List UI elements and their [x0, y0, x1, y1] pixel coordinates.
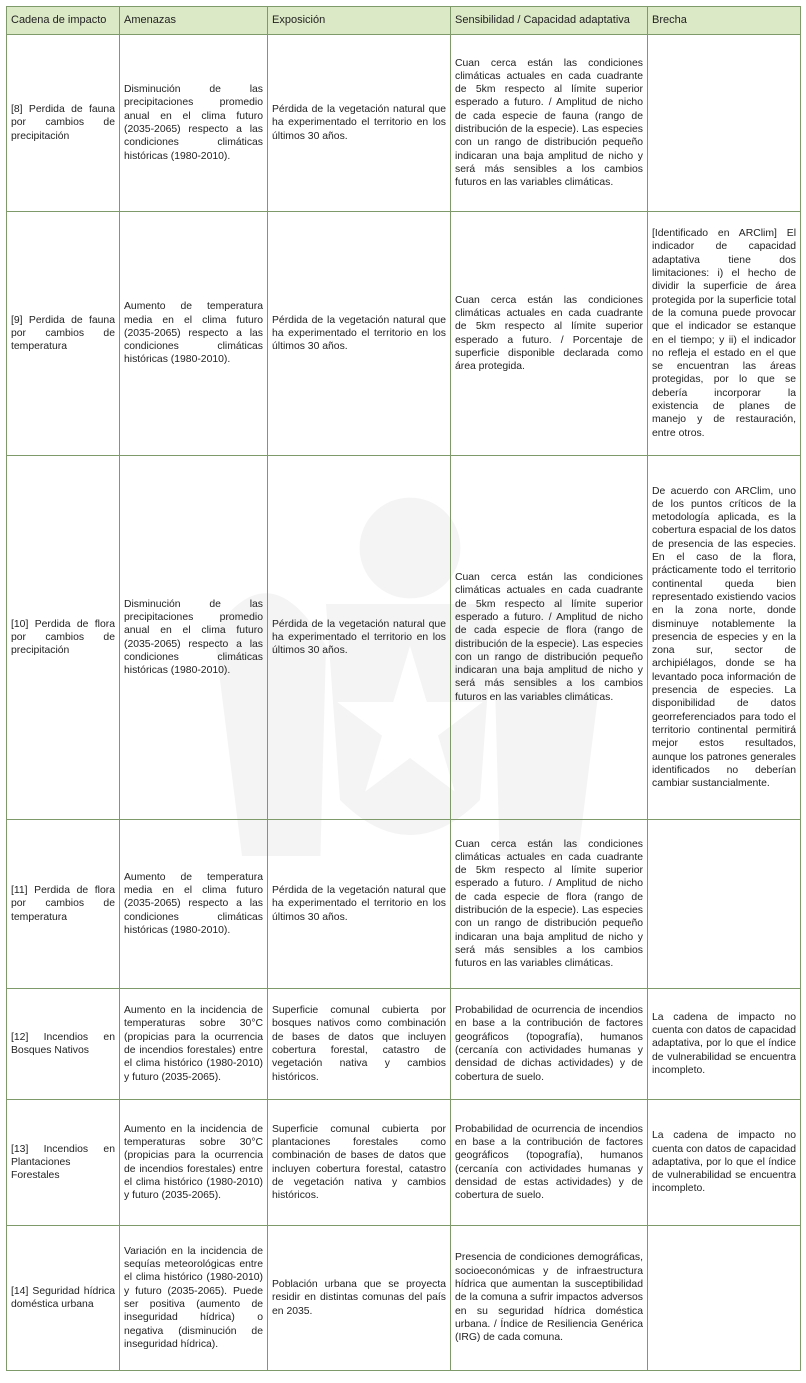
cell-sensibilidad: Probabilidad de ocurrencia de incendios en base a la contribución de factores geográficos (topografía), humanos (cercanía con actividades humanas y densidad de dichas actividades) y de cobertura de suelo.	[451, 989, 648, 1100]
table-row	[7, 1100, 801, 1226]
cell-amenazas: Aumento en la incidencia de temperaturas sobre 30°C (propicias para la ocurrencia de incendios forestales) entre el clima histórico (1980-2010) y futuro (2035-2065).	[120, 1100, 268, 1226]
cell-exposicion: Superficie comunal cubierta por plantaciones forestales como combinación de bases de datos que incluyen cobertura forestal, catastro de vegetación nativa y cambios históricos.	[268, 1100, 451, 1226]
table-row	[7, 820, 801, 989]
cell-exposicion: Población urbana que se proyecta residir en distintas comunas del país en 2035.	[268, 1226, 451, 1371]
cell-cadena: [12] Incendios en Bosques Nativos	[7, 989, 120, 1100]
header-exposicion: Exposición	[268, 7, 451, 35]
cell-amenazas: Variación en la incidencia de sequías meteorológicas entre el clima histórico (1980-2010) y futuro (2035-2065). Puede ser positiva (aumento de inseguridad hídrica) o negativa (disminución de inseguridad hídrica).	[120, 1226, 268, 1371]
cell-brecha: De acuerdo con ARClim, uno de los puntos críticos de la metodología aplicada, es la cobertura espacial de los datos de presencia de las especies. En el caso de la flora, prácticamente todo el territorio continental queda bien representado existiendo vacios en la zona norte, donde disminuye notablemente la presencia de especies y en la zona sur, sector de archipiélagos, donde se ha levantado poca información de presencia de especies. La disponibilidad de datos georreferenciados para todo el territorio continental permitirá mejor estos resultados, aunque los patrones generales identificados no deberían cambiar sustancialmente.	[648, 456, 801, 820]
table-row	[7, 212, 801, 456]
cell-amenazas: Disminución de las precipitaciones promedio anual en el clima futuro (2035-2065) respecto a las condiciones climáticas históricas (1980-2010).	[120, 35, 268, 212]
header-amenazas: Amenazas	[120, 7, 268, 35]
cell-sensibilidad: Cuan cerca están las condiciones climáticas actuales en cada cuadrante de 5km respecto al límite superior esperado a futuro. / Porcentaje de superficie disponible declarada como área protegida.	[451, 212, 648, 456]
table-row	[7, 456, 801, 820]
cell-cadena: [11] Perdida de flora por cambios de temperatura	[7, 820, 120, 989]
cell-cadena: [9] Perdida de fauna por cambios de temperatura	[7, 212, 120, 456]
cell-amenazas: Aumento de temperatura media en el clima futuro (2035-2065) respecto a las condiciones climáticas históricas (1980-2010).	[120, 820, 268, 989]
cell-amenazas: Aumento en la incidencia de temperaturas sobre 30°C (propicias para la ocurrencia de incendios forestales) entre el clima histórico (1980-2010) y futuro (2035-2065).	[120, 989, 268, 1100]
table-header-row	[7, 7, 801, 35]
cell-cadena: [8] Perdida de fauna por cambios de precipitación	[7, 35, 120, 212]
header-cadena: Cadena de impacto	[7, 7, 120, 35]
table-row	[7, 1226, 801, 1371]
header-brecha: Brecha	[648, 7, 801, 35]
impact-chain-table	[6, 6, 801, 1371]
cell-brecha	[648, 820, 801, 989]
cell-brecha: La cadena de impacto no cuenta con datos de capacidad adaptativa, por lo que el índice de vulnerabilidad se encuentra incompleto.	[648, 1100, 801, 1226]
cell-sensibilidad: Presencia de condiciones demográficas, socioeconómicas y de infraestructura hídrica que aumentan la susceptibilidad de la comuna a sufrir impactos adversos en su seguridad hídrica doméstica urbana. / Índice de Resiliencia Genérica (IRG) de cada comuna.	[451, 1226, 648, 1371]
cell-cadena: [13] Incendios en Plantaciones Forestales	[7, 1100, 120, 1226]
cell-exposicion: Superficie comunal cubierta por bosques nativos como combinación de bases de datos que incluyen cobertura forestal, catastro de vegetación nativa y cambios históricos.	[268, 989, 451, 1100]
cell-brecha	[648, 35, 801, 212]
cell-cadena: [14] Seguridad hídrica doméstica urbana	[7, 1226, 120, 1371]
cell-exposicion: Pérdida de la vegetación natural que ha experimentado el territorio en los últimos 30 años.	[268, 35, 451, 212]
cell-brecha: La cadena de impacto no cuenta con datos de capacidad adaptativa, por lo que el índice de vulnerabilidad se encuentra incompleto.	[648, 989, 801, 1100]
cell-exposicion: Pérdida de la vegetación natural que ha experimentado el territorio en los últimos 30 años.	[268, 212, 451, 456]
cell-sensibilidad: Cuan cerca están las condiciones climáticas actuales en cada cuadrante de 5km respecto al límite superior esperado a futuro. / Amplitud de nicho de cada especie de flora (rango de distribución de la especie). Las especies con un rango de distribución pequeño indicaran una baja amplitud de nicho y será más sensibles a los cambios futuros en las variables climáticas.	[451, 456, 648, 820]
cell-amenazas: Disminución de las precipitaciones promedio anual en el clima futuro (2035-2065) respecto a las condiciones climáticas históricas (1980-2010).	[120, 456, 268, 820]
header-sensibilidad: Sensibilidad / Capacidad adaptativa	[451, 7, 648, 35]
cell-sensibilidad: Cuan cerca están las condiciones climáticas actuales en cada cuadrante de 5km respecto al límite superior esperado a futuro. / Amplitud de nicho de cada especie de fauna (rango de distribución de la especie). Las especies con un rango de distribución pequeño indicaran una baja amplitud de nicho y será más sensibles a los cambios futuros en las variables climáticas.	[451, 35, 648, 212]
table-row	[7, 989, 801, 1100]
cell-brecha	[648, 1226, 801, 1371]
cell-brecha: [Identificado en ARClim] El indicador de capacidad adaptativa tiene dos limitaciones: i) el hecho de dividir la superficie de área protegida por la superficie total de la comuna puede provocar que el indicador se estanque en el tiempo; y ii) el indicador no refleja el estado en el que se encuentran las áreas protegidas, por lo que se debería incorporar la existencia de planes de manejo y de restauración, entre otros.	[648, 212, 801, 456]
cell-sensibilidad: Probabilidad de ocurrencia de incendios en base a la contribución de factores geográficos (topografía), humanos (cercanía con actividades humanas y densidad de estas actividades) y de cobertura de suelo.	[451, 1100, 648, 1226]
cell-amenazas: Aumento de temperatura media en el clima futuro (2035-2065) respecto a las condiciones climáticas históricas (1980-2010).	[120, 212, 268, 456]
cell-cadena: [10] Perdida de flora por cambios de precipitación	[7, 456, 120, 820]
table-row	[7, 35, 801, 212]
cell-sensibilidad: Cuan cerca están las condiciones climáticas actuales en cada cuadrante de 5km respecto al límite superior esperado a futuro. / Amplitud de nicho de cada especie de flora (rango de distribución de la especie). Las especies con un rango de distribución pequeño indicaran una baja amplitud de nicho y será más sensibles a los cambios futuros en las variables climáticas.	[451, 820, 648, 989]
cell-exposicion: Pérdida de la vegetación natural que ha experimentado el territorio en los últimos 30 años.	[268, 820, 451, 989]
cell-exposicion: Pérdida de la vegetación natural que ha experimentado el territorio en los últimos 30 años.	[268, 456, 451, 820]
